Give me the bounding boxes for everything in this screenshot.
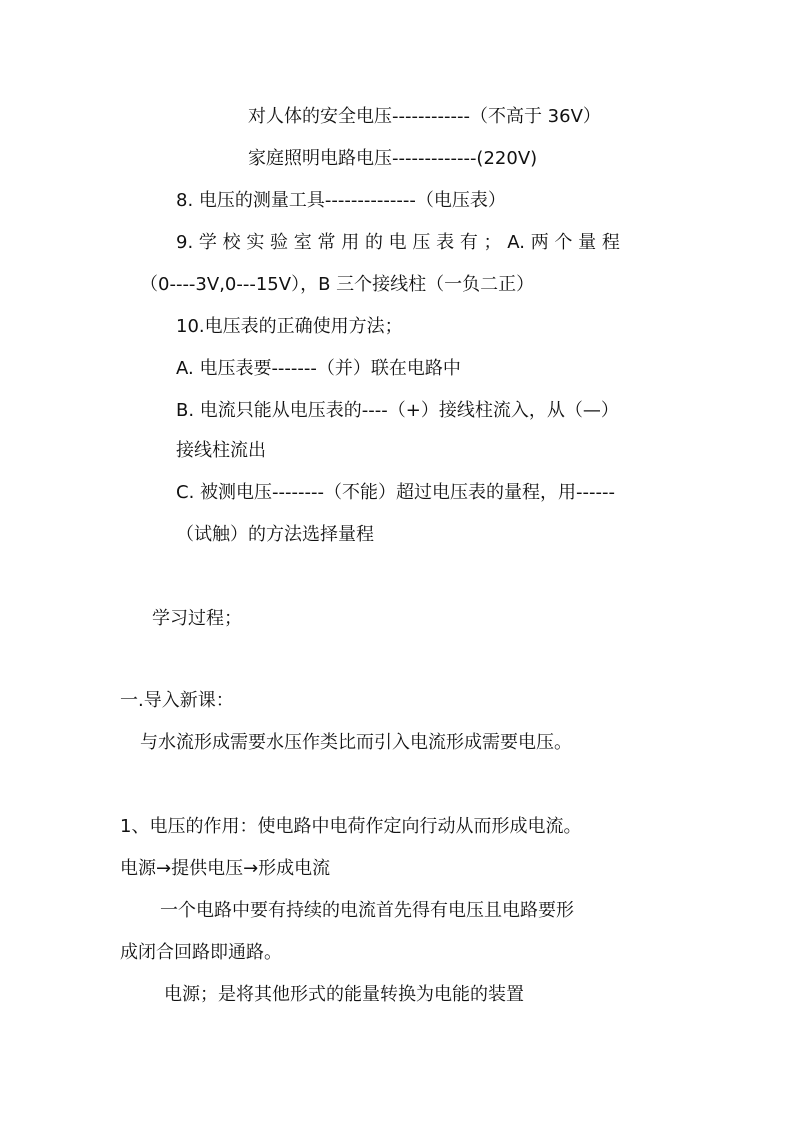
- text-line-item-10-a: A. 电压表要-------（并）联在电路中: [176, 358, 461, 379]
- text-line-item-10-c-cont: （试触）的方法选择量程: [176, 524, 374, 545]
- text-line-item-9-cont: （0----3V,0---15V），B 三个接线柱（一负二正）: [140, 274, 535, 295]
- text-line-item-9: 9. 学 校 实 验 室 常 用 的 电 压 表 有 ； A. 两 个 量 程: [176, 232, 620, 253]
- text-line-voltage-role: 1、电压的作用：使电路中电荷作定向行动从而形成电流。: [120, 816, 582, 837]
- text-line-source-chain: 电源→提供电压→形成电流: [120, 858, 331, 879]
- text-line-item-10-b: B. 电流只能从电压表的----（+）接线柱流入，从（—）: [176, 400, 619, 421]
- text-line-power-source-def: 电源；是将其他形式的能量转换为电能的装置: [164, 984, 524, 1005]
- text-line-continuous-current: 一个电路中要有持续的电流首先得有电压且电路要形: [160, 900, 574, 921]
- text-line-item-8: 8. 电压的测量工具--------------（电压表）: [176, 190, 506, 211]
- text-line-item-10-c: C. 被测电压--------（不能）超过电压表的量程，用------: [176, 482, 615, 503]
- section-heading-learning-process: 学习过程；: [152, 608, 242, 629]
- text-line-household-voltage: 家庭照明电路电压-------------(220V): [248, 148, 538, 169]
- text-line-safe-voltage: 对人体的安全电压------------（不高于 36V）: [248, 106, 601, 127]
- text-line-analogy: 与水流形成需要水压作类比而引入电流形成需要电压。: [140, 732, 572, 753]
- text-line-item-10-b-cont: 接线柱流出: [176, 440, 266, 461]
- text-line-closed-loop: 成闭合回路即通路。: [120, 942, 282, 963]
- text-line-item-10: 10.电压表的正确使用方法；: [176, 316, 403, 337]
- section-heading-introduction: 一.导入新课：: [120, 690, 234, 711]
